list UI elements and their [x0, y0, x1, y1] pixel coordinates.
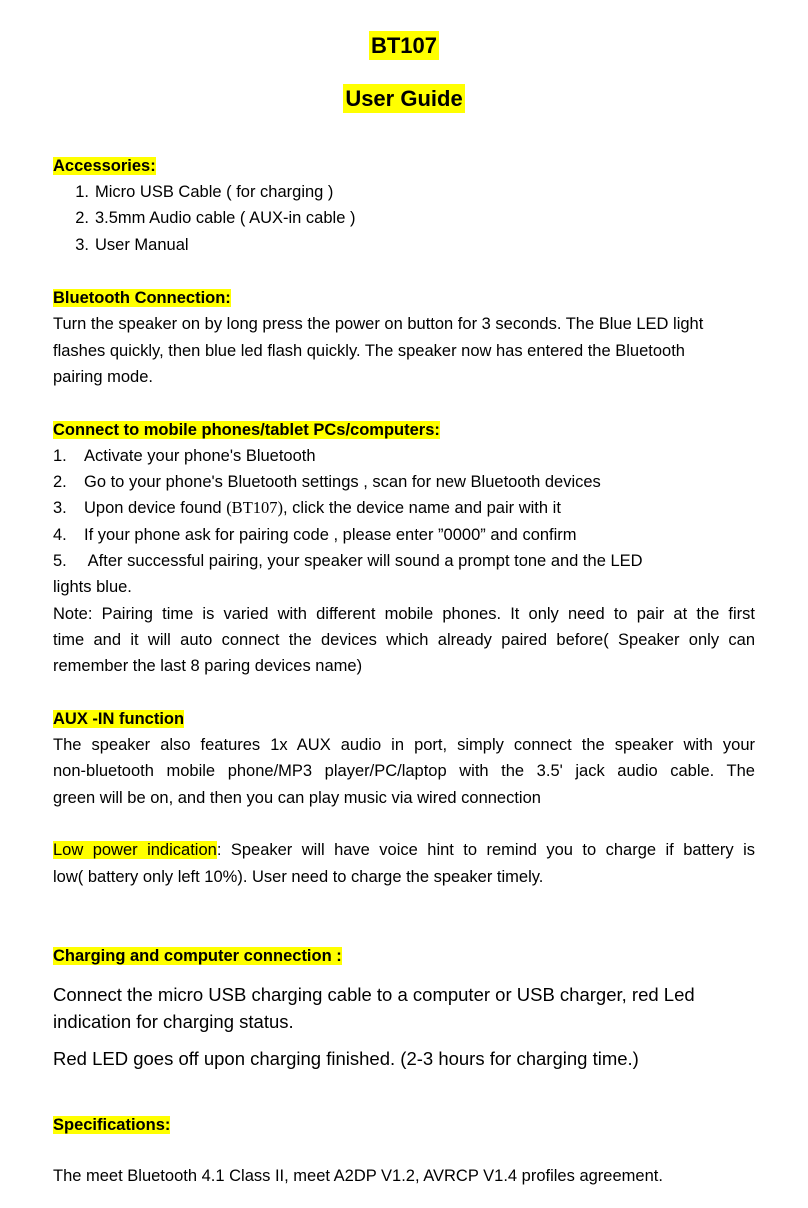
list-item: 2. Go to your phone's Bluetooth settings , scan for new Bluetooth devices: [53, 473, 601, 491]
paragraph-line: flashes quickly, then blue led flash quickly. The speaker now has entered the Bluetooth: [53, 342, 685, 360]
bluetooth-heading: Bluetooth Connection:: [53, 289, 231, 307]
specifications-text: The meet Bluetooth 4.1 Class II, meet A2DP V1.2, AVRCP V1.4 profiles agreement.: [53, 1167, 663, 1185]
list-item: 2. 3.5mm Audio cable ( AUX-in cable ): [75, 209, 356, 227]
note-line: remember the last 8 paring devices name): [53, 657, 363, 675]
list-item: 3. Upon device found (BT107), click the device name and pair with it: [53, 498, 561, 517]
aux-heading: AUX -IN function: [53, 710, 185, 728]
paragraph-line: Connect the micro USB charging cable to a computer or USB charger, red Led: [53, 984, 695, 1005]
paragraph-line: lights blue.: [53, 578, 132, 596]
paragraph-line: The speaker also features 1x AUX audio in port, simply connect the speaker with your: [53, 736, 755, 754]
list-item: 5. After successful pairing, your speaker will sound a prompt tone and the LED: [53, 552, 643, 570]
list-item: 3. User Manual: [75, 236, 189, 254]
list-item: 1. Micro USB Cable ( for charging ): [75, 183, 334, 201]
paragraph-line: pairing mode.: [53, 368, 153, 386]
charging-heading: Charging and computer connection :: [53, 947, 342, 965]
paragraph-line: low( battery only left 10%). User need to charge the speaker timely.: [53, 868, 544, 886]
paragraph-line: indication for charging status.: [53, 1011, 294, 1032]
document-subtitle: User Guide: [345, 86, 463, 111]
list-item: 1. Activate your phone's Bluetooth: [53, 447, 316, 465]
accessories-heading: Accessories:: [53, 157, 156, 175]
low-power-line: Low power indication: Speaker will have voice hint to remind you to charge if battery is: [53, 841, 755, 859]
specifications-heading: Specifications:: [53, 1116, 171, 1134]
connect-heading: Connect to mobile phones/tablet PCs/computers:: [53, 421, 440, 439]
device-name: (BT107): [226, 498, 284, 517]
paragraph-line: Red LED goes off upon charging finished. (2-3 hours for charging time.): [53, 1048, 639, 1069]
paragraph-line: Turn the speaker on by long press the power on button for 3 seconds. The Blue LED light: [53, 315, 704, 333]
paragraph-line: green will be on, and then you can play music via wired connection: [53, 789, 541, 807]
paragraph-line: non-bluetooth mobile phone/MP3 player/PC/laptop with the 3.5' jack audio cable. The: [53, 762, 755, 780]
note-line: Note: Pairing time is varied with different mobile phones. It only need to pair at the first: [53, 605, 755, 623]
note-line: time and it will auto connect the devices which already paired before( Speaker only can: [53, 631, 755, 649]
low-power-label: Low power indication: [53, 841, 217, 859]
document-title: BT107: [370, 33, 438, 58]
list-item: 4. If your phone ask for pairing code , please enter ”0000” and confirm: [53, 526, 577, 544]
